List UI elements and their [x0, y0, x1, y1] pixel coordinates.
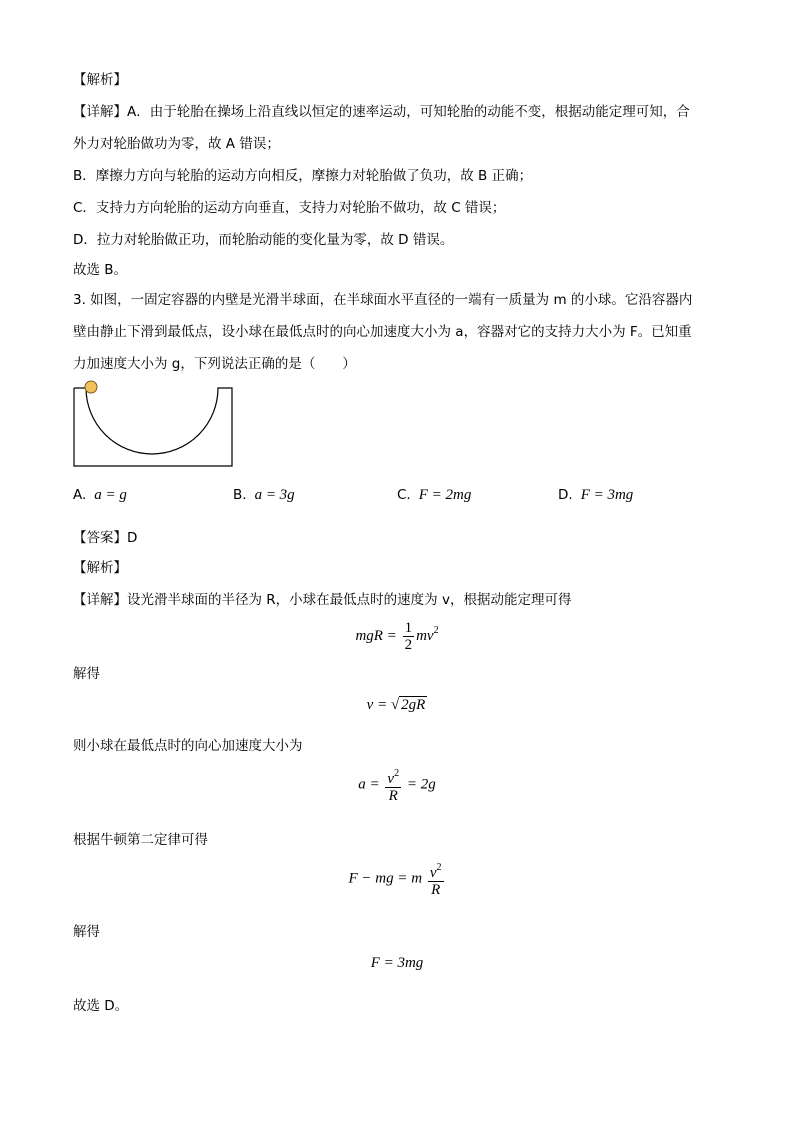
text-acceleration: 则小球在最低点时的向心加速度大小为 — [73, 738, 303, 754]
question3-line2: 壁由静止下滑到最低点，设小球在最低点时的向心加速度大小为 a，容器对它的支持力大小为 F。已知重 — [73, 324, 692, 340]
equation-velocity: v = √ 2gR — [366, 697, 426, 713]
conclusion-b: 故选 B。 — [73, 262, 128, 278]
detail-line-a2: 外力对轮胎做功为零，故 A 错误； — [73, 136, 280, 152]
detail-line-b: B．摩擦力方向与轮胎的运动方向相反，摩擦力对轮胎做了负功，故 B 正确； — [73, 168, 533, 184]
text-newton: 根据牛顿第二定律可得 — [73, 832, 208, 848]
question3-line1: 3. 如图，一固定容器的内壁是光滑半球面，在半球面水平直径的一端有一质量为 m 的小球。它沿容器内 — [73, 292, 693, 308]
option-d: D. F = 3mg — [558, 487, 634, 503]
equation-result: F = 3mg — [370, 955, 424, 971]
container-outline — [74, 388, 232, 466]
equation-energy: mgR = $\frac{1}{2}$ $mv^2$ — [355, 620, 439, 653]
ball — [85, 381, 97, 393]
conclusion-d: 故选 D。 — [73, 998, 129, 1014]
solve-label-2: 解得 — [73, 924, 100, 940]
solve-label-1: 解得 — [73, 666, 100, 682]
container-figure — [70, 378, 240, 470]
option-a: A. a = g — [73, 487, 127, 503]
detail-line-c: C．支持力方向轮胎的运动方向垂直，支持力对轮胎不做功，故 C 错误； — [73, 200, 506, 216]
analysis-header: 【解析】 — [73, 72, 127, 88]
equation-newton: F − mg = m $\frac{v^2}{R}$ — [348, 862, 442, 898]
analysis-header-2: 【解析】 — [73, 560, 127, 576]
option-c: C. F = 2mg — [397, 487, 472, 503]
detail-line-d: D．拉力对轮胎做正功，而轮胎动能的变化量为零，故 D 错误。 — [73, 232, 454, 248]
question3-line3: 力加速度大小为 g，下列说法正确的是（ ） — [73, 356, 356, 372]
detail-line-a1: 【详解】A．由于轮胎在操场上沿直线以恒定的速率运动，可知轮胎的动能不变，根据动能定理可知，合 — [73, 104, 690, 120]
option-b: B. a = 3g — [233, 487, 295, 503]
detail-line-2: 【详解】设光滑半球面的半径为 R，小球在最低点时的速度为 v，根据动能定理可得 — [73, 592, 572, 608]
equation-acceleration: a = $\frac{v^2}{R}$ = 2g — [358, 768, 436, 804]
answer-line: 【答案】D — [73, 530, 138, 546]
